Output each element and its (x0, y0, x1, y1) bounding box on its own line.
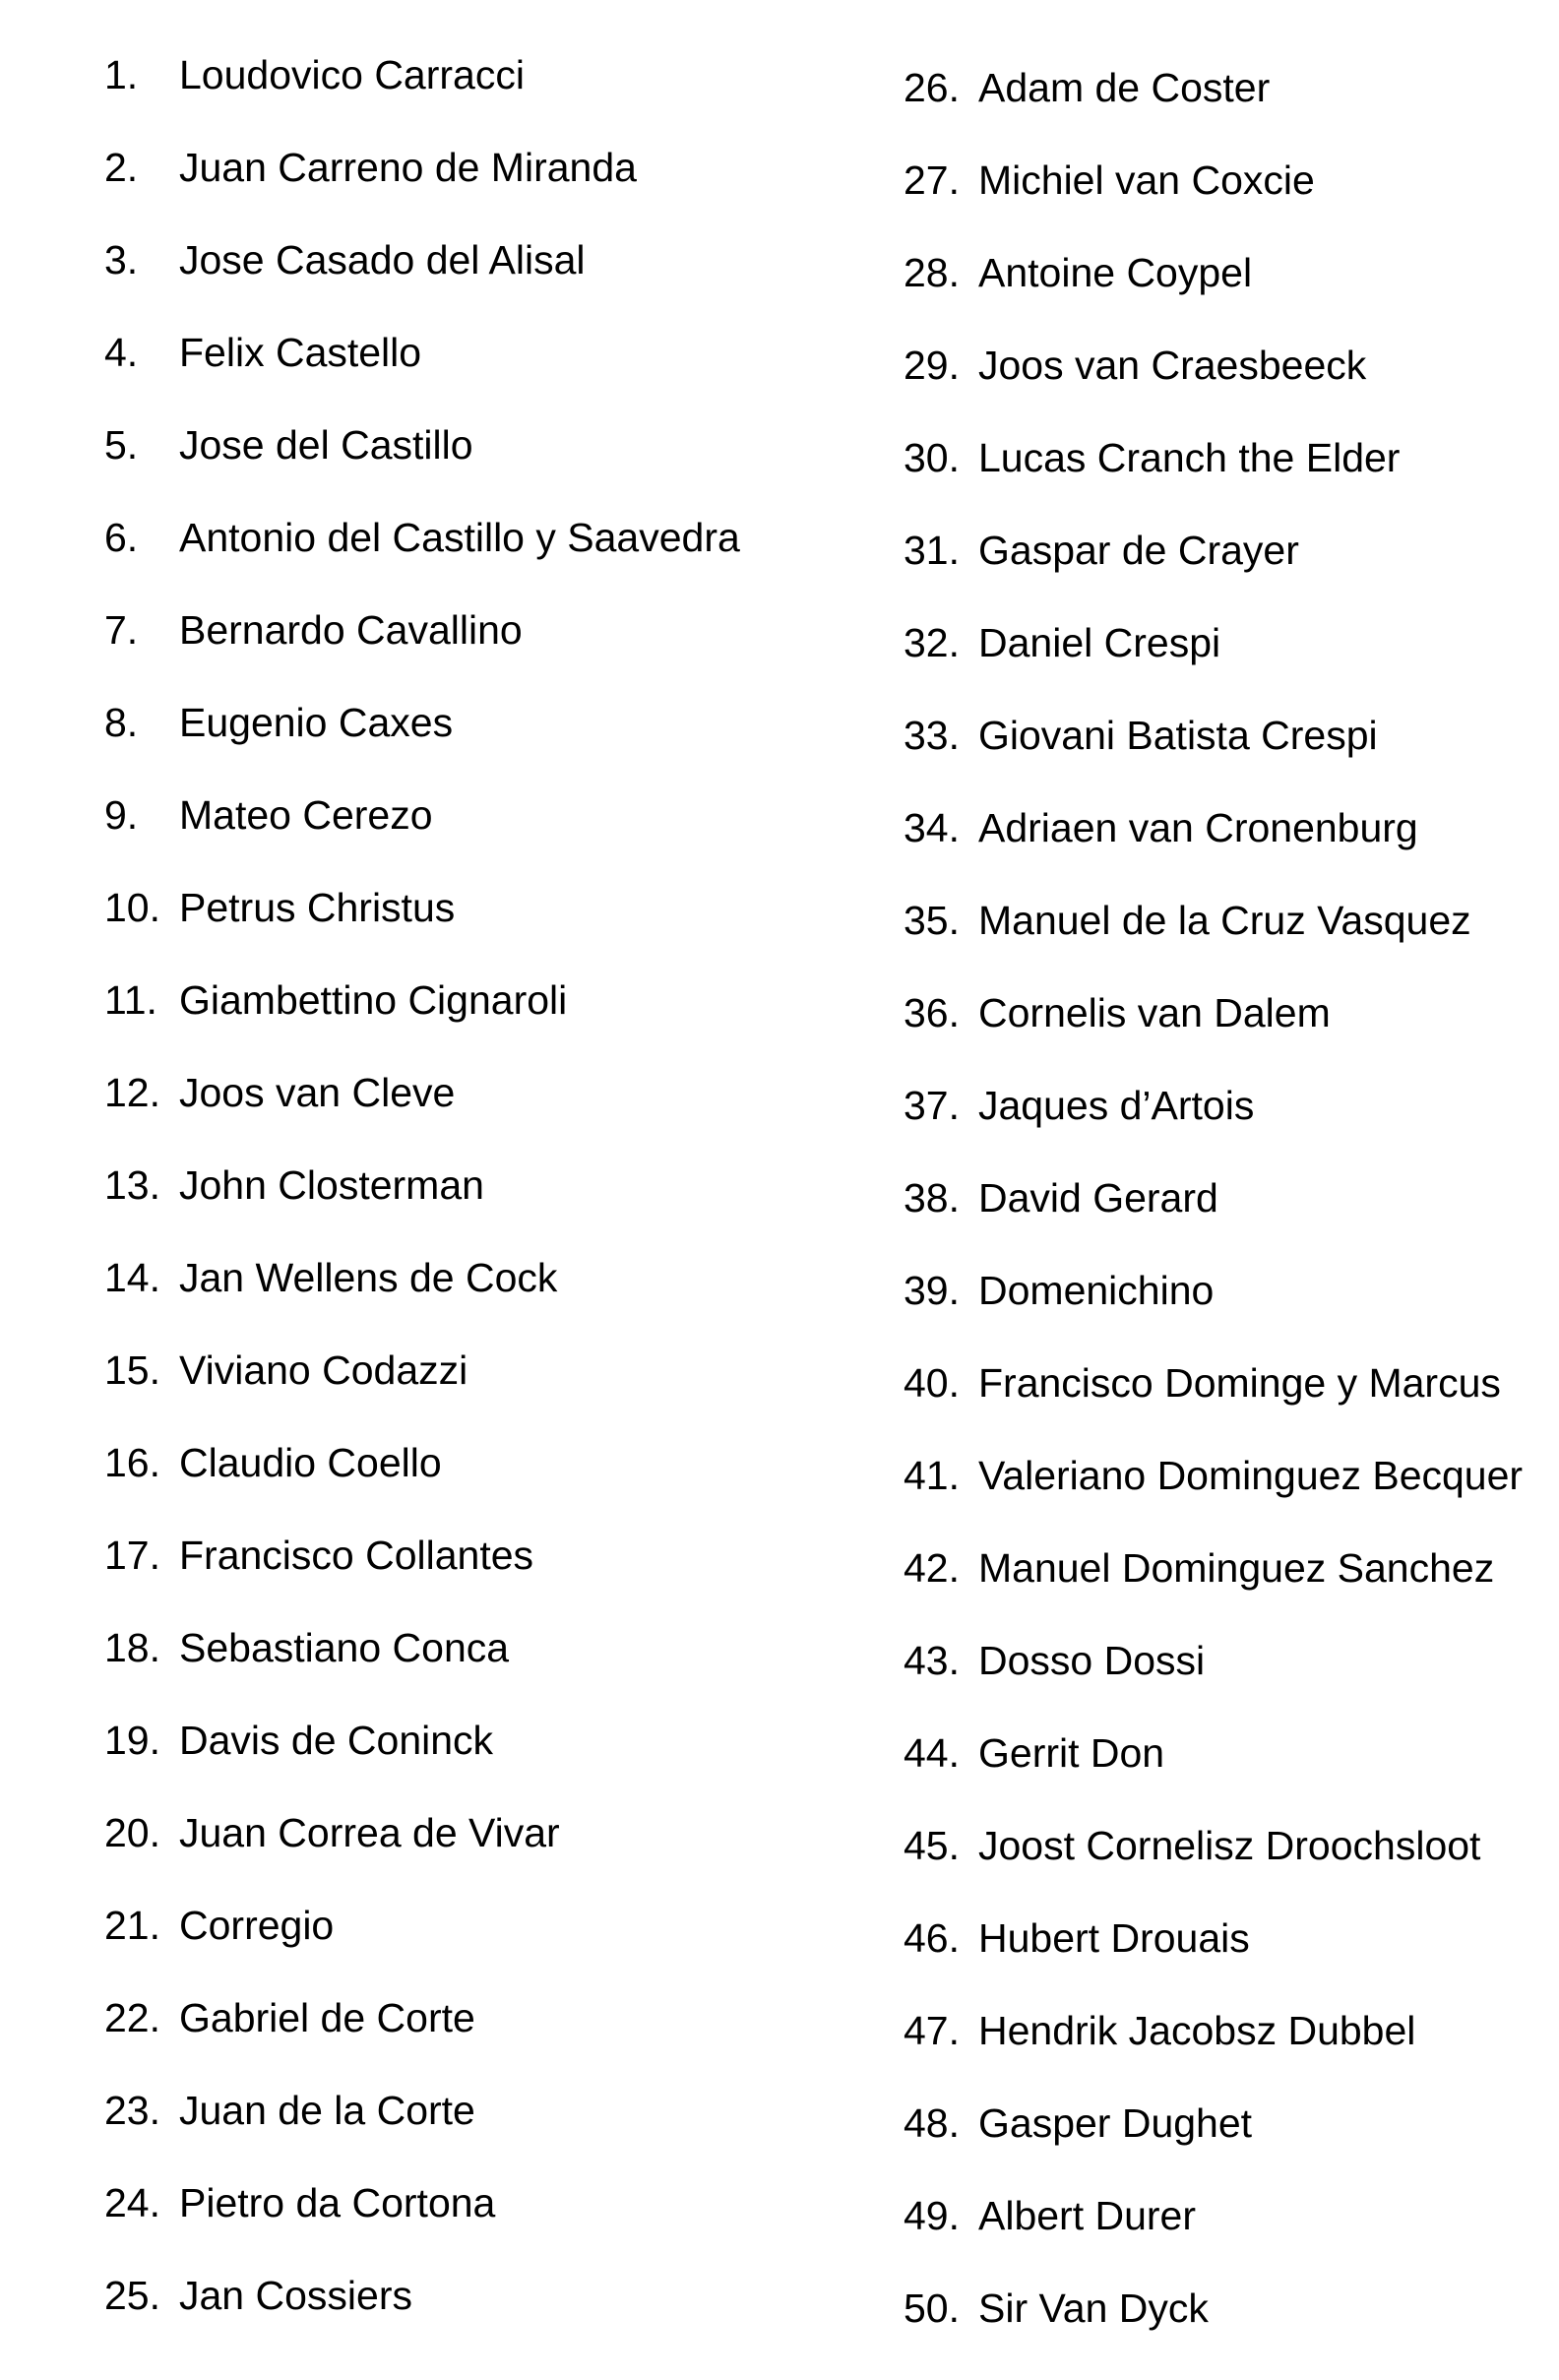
item-number: 20. (104, 1810, 160, 1855)
item-number: 41. (904, 1453, 960, 1498)
item-number: 23. (104, 2088, 160, 2133)
item-number: 18. (104, 1625, 160, 1670)
list-item (904, 1080, 1523, 1172)
list-item (104, 974, 740, 1067)
artist-name: Joost Cornelisz Droochsloot (978, 1823, 1481, 1868)
artist-name: Felix Castello (179, 330, 422, 375)
artist-name: Corregio (179, 1903, 335, 1948)
item-number: 10. (104, 885, 160, 930)
list-item (904, 1820, 1523, 1912)
artist-name: Sir Van Dyck (978, 2286, 1209, 2331)
artist-name: Viviano Codazzi (179, 1347, 468, 1393)
item-number: 3. (104, 237, 139, 282)
list-item (904, 1727, 1523, 1820)
artist-name: Claudio Coello (179, 1440, 442, 1485)
list-item (904, 2283, 1523, 2375)
artist-name: Davis de Coninck (179, 1718, 494, 1763)
artist-name: Joos van Craesbeeck (978, 343, 1367, 388)
item-number: 35. (904, 898, 960, 943)
artist-name: Jan Cossiers (179, 2273, 412, 2318)
item-number: 38. (904, 1175, 960, 1221)
list-item (104, 1345, 740, 1437)
artist-name: Dosso Dossi (978, 1638, 1206, 1683)
artist-name: Cornelis van Dalem (978, 990, 1331, 1035)
list-item (904, 617, 1523, 710)
artist-name: Petrus Christus (179, 885, 456, 930)
left-column-list (104, 49, 740, 2362)
item-number: 40. (904, 1360, 960, 1406)
artist-name: Joos van Cleve (179, 1070, 456, 1115)
artist-name: Bernardo Cavallino (179, 607, 523, 653)
list-item (904, 247, 1523, 340)
artist-name: Giovani Batista Crespi (978, 713, 1378, 758)
list-item (104, 1159, 740, 1252)
item-number: 46. (904, 1915, 960, 1961)
artist-name: Gasper Dughet (978, 2100, 1253, 2146)
artist-name: Pietro da Cortona (179, 2180, 496, 2225)
item-number: 9. (104, 792, 139, 838)
list-item (104, 789, 740, 882)
list-item (904, 1450, 1523, 1542)
item-number: 26. (904, 65, 960, 110)
list-item (104, 327, 740, 419)
list-item (904, 2005, 1523, 2098)
item-number: 44. (904, 1730, 960, 1776)
artist-name: Adriaen van Cronenburg (978, 805, 1418, 850)
list-item (904, 1912, 1523, 2005)
artist-name: Eugenio Caxes (179, 700, 454, 745)
artist-name: Giambettino Cignaroli (179, 977, 568, 1023)
list-item (104, 234, 740, 327)
artist-name: Jose Casado del Alisal (179, 237, 586, 282)
item-number: 21. (104, 1903, 160, 1948)
list-item (104, 1622, 740, 1715)
item-number: 12. (104, 1070, 160, 1115)
item-number: 43. (904, 1638, 960, 1683)
list-item (104, 1530, 740, 1622)
artist-name: Antonio del Castillo y Saavedra (179, 515, 740, 560)
item-number: 11. (104, 977, 157, 1023)
list-item (104, 1807, 740, 1900)
list-item (904, 710, 1523, 802)
artist-name: Jan Wellens de Cock (179, 1255, 558, 1300)
list-item (904, 2190, 1523, 2283)
list-item (904, 1542, 1523, 1635)
item-number: 36. (904, 990, 960, 1035)
item-number: 5. (104, 422, 139, 468)
item-number: 28. (904, 250, 960, 295)
artist-name: Adam de Coster (978, 65, 1271, 110)
artist-name: Juan Carreno de Miranda (179, 145, 637, 190)
list-item (904, 1265, 1523, 1357)
artist-name: Mateo Cerezo (179, 792, 433, 838)
item-number: 47. (904, 2008, 960, 2053)
list-item (104, 1992, 740, 2085)
artist-name: David Gerard (978, 1175, 1218, 1221)
artist-name: Gaspar de Crayer (978, 528, 1299, 573)
item-number: 6. (104, 515, 139, 560)
item-number: 7. (104, 607, 139, 653)
item-number: 39. (904, 1268, 960, 1313)
artist-name: Gerrit Don (978, 1730, 1165, 1776)
list-item (104, 2177, 740, 2270)
item-number: 13. (104, 1162, 160, 1208)
item-number: 33. (904, 713, 960, 758)
right-column-list (904, 62, 1523, 2375)
item-number: 1. (104, 52, 139, 97)
artist-name: Hendrik Jacobsz Dubbel (978, 2008, 1416, 2053)
list-item (904, 802, 1523, 895)
list-item (904, 432, 1523, 525)
artist-name: Hubert Drouais (978, 1915, 1250, 1961)
list-item (904, 1635, 1523, 1727)
item-number: 30. (904, 435, 960, 480)
artist-name: Manuel Dominguez Sanchez (978, 1545, 1495, 1591)
artist-name: Domenichino (978, 1268, 1215, 1313)
item-number: 19. (104, 1718, 160, 1763)
list-item (104, 882, 740, 974)
artist-name: Albert Durer (978, 2193, 1197, 2238)
item-number: 15. (104, 1347, 160, 1393)
list-item (104, 1067, 740, 1159)
list-item (904, 62, 1523, 155)
list-item (104, 604, 740, 697)
item-number: 42. (904, 1545, 960, 1591)
list-item (904, 525, 1523, 617)
list-item (104, 1715, 740, 1807)
item-number: 27. (904, 157, 960, 203)
item-number: 14. (104, 1255, 160, 1300)
list-item (904, 340, 1523, 432)
artist-name: Gabriel de Corte (179, 1995, 475, 2040)
item-number: 25. (104, 2273, 160, 2318)
artist-name: Francisco Dominge y Marcus (978, 1360, 1501, 1406)
artist-name: Sebastiano Conca (179, 1625, 510, 1670)
list-item (104, 512, 740, 604)
item-number: 31. (904, 528, 960, 573)
item-number: 4. (104, 330, 139, 375)
item-number: 22. (104, 1995, 160, 2040)
artist-name: Antoine Coypel (978, 250, 1253, 295)
list-item (904, 895, 1523, 987)
item-number: 24. (104, 2180, 160, 2225)
list-item (904, 1172, 1523, 1265)
artist-name: Loudovico Carracci (179, 52, 525, 97)
item-number: 37. (904, 1083, 960, 1128)
item-number: 29. (904, 343, 960, 388)
artist-name: Michiel van Coxcie (978, 157, 1315, 203)
list-item (104, 1900, 740, 1992)
artist-name: Jaques d’Artois (978, 1083, 1255, 1128)
list-item (104, 142, 740, 234)
item-number: 8. (104, 700, 139, 745)
list-item (104, 697, 740, 789)
item-number: 50. (904, 2286, 960, 2331)
item-number: 17. (104, 1533, 160, 1578)
item-number: 2. (104, 145, 139, 190)
artist-name: Manuel de la Cruz Vasquez (978, 898, 1471, 943)
list-item (904, 2098, 1523, 2190)
item-number: 16. (104, 1440, 160, 1485)
artist-name: Valeriano Dominguez Becquer (978, 1453, 1524, 1498)
artist-name: Lucas Cranch the Elder (978, 435, 1401, 480)
artist-name: Daniel Crespi (978, 620, 1221, 665)
list-item (904, 1357, 1523, 1450)
list-item (904, 155, 1523, 247)
list-item (104, 2270, 740, 2362)
artist-name: Juan de la Corte (179, 2088, 475, 2133)
list-item (104, 49, 740, 142)
list-item (104, 2085, 740, 2177)
item-number: 32. (904, 620, 960, 665)
artist-name: Juan Correa de Vivar (179, 1810, 560, 1855)
list-item (104, 1252, 740, 1345)
list-item (104, 419, 740, 512)
list-item (904, 987, 1523, 1080)
list-item (104, 1437, 740, 1530)
item-number: 48. (904, 2100, 960, 2146)
item-number: 34. (904, 805, 960, 850)
artist-name: Francisco Collantes (179, 1533, 534, 1578)
item-number: 45. (904, 1823, 960, 1868)
artist-name: John Closterman (179, 1162, 484, 1208)
item-number: 49. (904, 2193, 960, 2238)
artist-name: Jose del Castillo (179, 422, 473, 468)
